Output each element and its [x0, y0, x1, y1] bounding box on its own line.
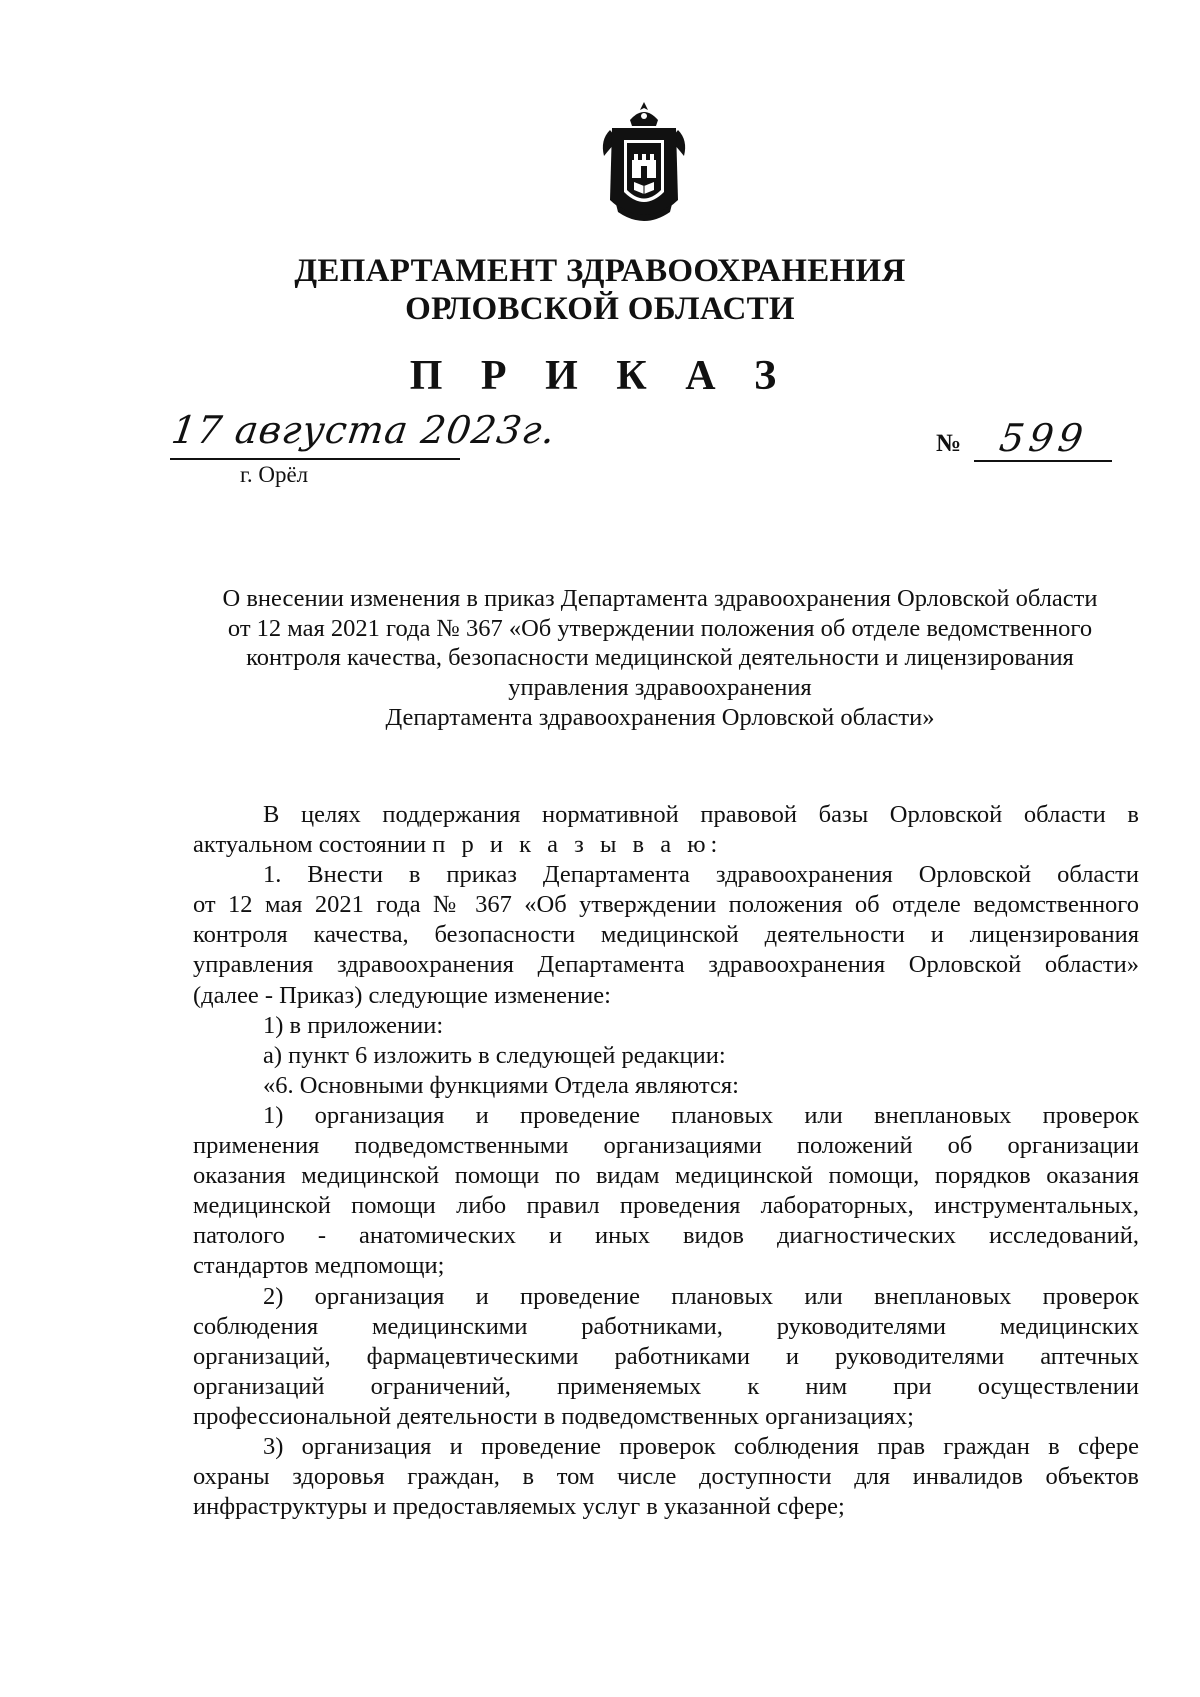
- body-line: «6. Основными функциями Отдела являются:: [263, 1071, 739, 1099]
- coat-of-arms-emblem: [596, 100, 692, 230]
- body-line: патолого - анатомических и иных видов диагностических исследований,: [193, 1222, 1139, 1250]
- body-line: оказания медицинской помощи по видам медицинской помощи, порядков оказания: [193, 1162, 1139, 1190]
- body-line: организаций, фармацевтическими работниками и руководителями аптечных: [193, 1342, 1139, 1370]
- department-name-line1: ДЕПАРТАМЕНТ ЗДРАВООХРАНЕНИЯ: [294, 253, 906, 289]
- body-line: 1) организация и проведение плановых или внеплановых проверок: [263, 1101, 1139, 1129]
- subject-line: Департамента здравоохранения Орловской области»: [385, 703, 935, 731]
- department-name-line2: ОРЛОВСКОЙ ОБЛАСТИ: [405, 291, 795, 327]
- body-line: (далее - Приказ) следующие изменение:: [193, 981, 611, 1009]
- body-line: медицинской помощи либо правил проведения лабораторных, инструментальных,: [193, 1192, 1139, 1220]
- body-line: 2) организация и проведение плановых или внеплановых проверок: [263, 1282, 1139, 1310]
- order-body: [193, 800, 1139, 1522]
- body-line: В целях поддержания нормативной правовой базы Орловской области в: [263, 801, 1139, 828]
- subject-line: контроля качества, безопасности медицинской деятельности и лицензирования: [246, 644, 1074, 672]
- subject-line: от 12 мая 2021 года № 367 «Об утверждении положения об отделе ведомственного: [227, 614, 1093, 642]
- body-line: стандартов медпомощи;: [193, 1252, 445, 1280]
- order-verb: п р и к а з ы в а ю:: [432, 831, 723, 859]
- subject-line: управления здравоохранения: [508, 674, 812, 702]
- document-type-title: П Р И К А З: [409, 353, 791, 399]
- body-line: контроля качества, безопасности медицинской деятельности и лицензирования: [193, 921, 1139, 949]
- body-line: управления здравоохранения Департамента здравоохранения Орловской области»: [193, 951, 1139, 979]
- body-line: применения подведомственными организациями положений об организации: [193, 1132, 1139, 1160]
- body-line: профессиональной деятельности в подведомственных организациях;: [193, 1402, 914, 1430]
- body-line: а) пункт 6 изложить в следующей редакции:: [263, 1041, 726, 1069]
- body-line-part: актуальном состоянии: [193, 831, 427, 859]
- body-line: охраны здоровья граждан, в том числе доступности для инвалидов объектов: [193, 1463, 1139, 1491]
- order-date-handwritten: 17 августа 2023г.: [168, 408, 559, 452]
- subject-line: О внесении изменения в приказ Департамента здравоохранения Орловской области: [222, 585, 1098, 612]
- number-underline: [974, 460, 1112, 462]
- order-number-handwritten: 599: [996, 416, 1091, 460]
- body-line: соблюдения медицинскими работниками, руководителями медицинских: [193, 1312, 1139, 1340]
- body-line: от 12 мая 2021 года № 367 «Об утверждении положения об отделе ведомственного: [193, 891, 1139, 919]
- body-line: организаций ограничений, применяемых к ним при осуществлении: [193, 1372, 1139, 1400]
- number-sign: №: [936, 430, 962, 457]
- city-label: г. Орёл: [240, 462, 309, 487]
- order-subject: [160, 584, 1160, 733]
- body-line: инфраструктуры и предоставляемых услуг в указанной сфере;: [193, 1493, 845, 1521]
- body-line: 1) в приложении:: [263, 1011, 444, 1039]
- date-underline: [170, 458, 460, 460]
- body-line: 3) организация и проведение проверок соблюдения прав граждан в сфере: [263, 1432, 1139, 1460]
- body-line: 1. Внести в приказ Департамента здравоохранения Орловской области: [263, 861, 1139, 889]
- body-line: [193, 830, 1139, 860]
